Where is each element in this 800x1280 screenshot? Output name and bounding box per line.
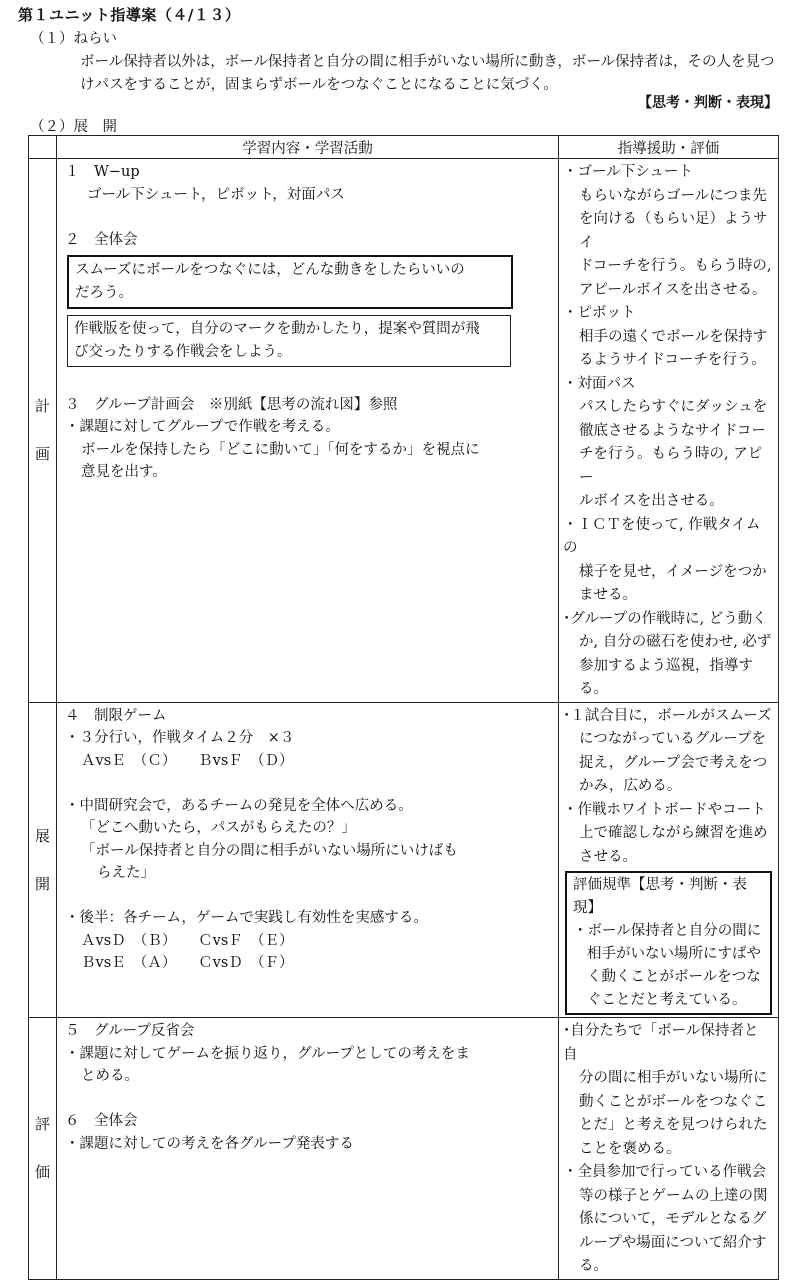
support-item: ・ゴール下シュート <box>563 164 693 180</box>
evaluate-activity-cell: ５ グループ反省会 ・課題に対してゲームを振り返り，グループとしての考えをま とめる。 ６ 全体会 ・課題に対しての考えを各グループ発表する <box>57 1018 559 1280</box>
activity-6-title: ６ 全体会 <box>65 1113 138 1129</box>
phase-develop: 展 開 <box>29 702 57 1018</box>
match-schedule: ＡvsＥ （Ｃ） ＢvsＦ （Ｄ） <box>81 752 294 769</box>
page-title: 第１ユニット指導案（４/１３） <box>18 6 241 24</box>
table-header-row <box>29 136 779 159</box>
activity-6-bullet: ・課題に対しての考えを各グループ発表する <box>65 1135 354 1152</box>
activity-3-bullet: ・課題に対してグループで作戦を考える。 <box>65 419 340 435</box>
aim-text: ボール保持者以外は，ボール保持者と自分の間に相手がいない場所に動き，ボール保持者は，その人を見つけパスをすることが，固まらずボールをつなぐことになることに気づく。 <box>80 54 775 93</box>
lesson-question-box: スムーズにボールをつなぐには，どんな動きをしたらいいの だろう。 <box>67 255 513 309</box>
support-item: ・対面パス <box>563 375 636 392</box>
support-item: ･グループの作戦時に, どう動く <box>563 610 767 627</box>
activity-3-title: ３ グループ計画会 ※別紙【思考の流れ図】参照 <box>65 396 398 413</box>
quote: 「どこへ動いたら，パスがもらえたの？」 <box>81 820 356 836</box>
activity-3-detail: 意見を出す。 <box>81 464 167 480</box>
evaluation-criteria-box: 評価規準【思考・判断・表現】 ・ボール保持者と自分の間に 相手がいない場所にすばや く動くことがボールをつな ぐことだと考えている。 <box>565 871 772 1015</box>
plan-activity-cell <box>57 159 559 703</box>
plan-row <box>29 159 779 703</box>
strategy-meeting-box: 作戦版を使って，自分のマークを動かしたり，提案や質問が飛 び交ったりする作戦会をしよう。 <box>67 315 511 367</box>
activity-column-header: 学習内容・学習活動 <box>57 136 559 159</box>
support-item: ・ピボット <box>563 305 636 321</box>
activity-1-detail: ゴール下シュート，ピボット，対面パス <box>87 186 345 203</box>
support-item: ・全員参加で行っている作戦会 <box>563 1164 766 1180</box>
development-heading: （２）展 開 <box>30 119 117 135</box>
match-schedule: ＡvsＤ （Ｂ） ＣvsＦ （Ｅ） <box>81 932 294 949</box>
support-item: ・作戦ホワイトボードやコート <box>563 801 766 818</box>
develop-row <box>29 702 779 1018</box>
plan-support-cell: ・ゴール下シュート もらいながらゴールにつま先 を向ける（もらい足）ようサイ ドコーチを行う。もらう時の, アピールボイスを出させる。 ・ピボット 相手の遠くでボールを保持す るようサイドコーチを行う。 ・対面パス パスしたらすぐにダッシュを 徹底させるようなサイドコー チを行う。もらう時の, アピー ルボイスを出させる。 ・ＩＣＴを使って, 作戦タイムの 様子を見せ，イメージをつか ませる。 ･グループの作戦時に, どう動く か, 自分の磁石を使わせ, 必ず 参加するよう巡視，指導する。 <box>559 159 779 703</box>
activity-5-title: ５ グループ反省会 <box>65 1023 195 1039</box>
activity-3-detail: ボールを保持したら「どこに動いて」「何をするか」を視点に <box>81 441 480 458</box>
support-column-header: 指導援助・評価 <box>559 136 779 159</box>
match-schedule: ＢvsＥ （Ａ） ＣvsＤ （Ｆ） <box>81 955 294 971</box>
evaluate-support-cell: ･自分たちで「ボール保持者と自 分の間に相手がいない場所に 動くことがボールをつなぐこ とだ」と考えを見つけられた ことを褒める。 ・全員参加で行っている作戦会 等の様子とゲームの上達の関 係について，モデルとなるグ ループや場面について紹介す る。 <box>559 1018 779 1280</box>
aim-heading: （１）ねらい <box>30 31 117 47</box>
activity-4-bullet: ・中間研究会で，あるチームの発見を全体へ広める。 <box>65 797 413 814</box>
aim-evaluation-tag: 【思考・判断・表現】 <box>638 95 778 111</box>
support-item: ・ＩＣＴを使って, 作戦タイムの <box>563 516 761 556</box>
activity-5-bullet: ・課題に対してゲームを振り返り，グループとしての考えをま <box>65 1045 470 1062</box>
phase-plan: 計 画 <box>29 159 57 703</box>
activity-2-title: ２ 全体会 <box>65 231 138 248</box>
quote: らえた」 <box>97 865 155 881</box>
lesson-plan-table <box>28 135 779 1280</box>
evaluate-row <box>29 1018 779 1280</box>
develop-support-cell: ･１試合目に，ボールがスムーズ につながっているグループを 捉え，グループ会で考えをつ かみ，広める。 ・作戦ホワイトボードやコート 上で確認しながら練習を進め させる。 評価規準【思考・判断・表現】 ・ボール保持者と自分の間に 相手がいない場所にすばや く動くことがボールをつな ぐことだと考えている。 <box>559 702 779 1018</box>
activity-4-bullet: ・３分行い，作戦タイム２分 ×３ <box>65 730 295 746</box>
develop-activity-cell <box>57 702 559 1018</box>
activity-4-title: ４ 制限ゲーム <box>65 707 167 724</box>
phase-evaluate: 評 価 <box>29 1018 57 1280</box>
activity-1-title: １ W−up <box>65 164 140 180</box>
quote: 「ボール保持者と自分の間に相手がいない場所にいけばも <box>81 842 458 859</box>
evaluation-criteria-title: 評価規準【思考・判断・表現】 <box>573 877 747 916</box>
phase-header-cell <box>29 136 57 159</box>
activity-4-bullet: ・後半：各チーム，ゲームで実践し有効性を実感する。 <box>65 910 428 926</box>
support-item: ･自分たちで「ボール保持者と自 <box>563 1023 759 1063</box>
support-item: ･１試合目に，ボールがスムーズ <box>563 707 772 724</box>
